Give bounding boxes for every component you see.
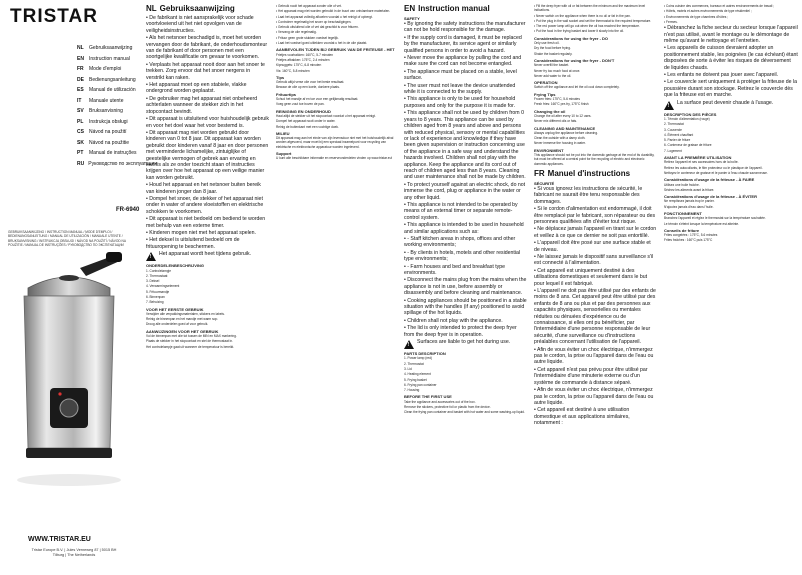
instruction-paragraph: • The user must not leave the device unattended while it is connected to the supply.	[404, 83, 527, 96]
column-nl-continued	[276, 4, 399, 572]
language-code: CS	[77, 129, 84, 135]
section-item: 6. Binnenpan	[146, 295, 165, 299]
website-url[interactable]: WWW.TRISTAR.EU	[28, 536, 91, 543]
warning-block-fr	[664, 100, 798, 110]
section-item: 5. Frituurmandje	[146, 289, 170, 294]
sections-fr	[664, 113, 798, 243]
section-item: Remove the stickers, protective foil or plastic from the device.	[404, 405, 491, 410]
instruction-paragraph: • Dit apparaat mag niet worden gebruikt door kinderen van 0 tot 8 jaar. Dit apparaat kan worden gebruikt door kinderen vanaf 8 jaar en door personen met verminderde lichamelijke, zintuiglijke of geestelijke vermogen of gebrek aan ervaring en kennis als ze onder toezicht staan of instructies krijgen over hoe het apparaat op een veilige manier kan worden gebruikt.	[146, 130, 269, 181]
section-heading: BEFORE THE FIRST USE	[404, 394, 452, 400]
title-text: Manuel d'instructions	[547, 168, 631, 178]
instruction-paragraph: • Coins cuisine des commerces, bureaux et autres environnements de travail ;	[664, 4, 798, 8]
section-item: Vul de binnenpan met olie tot tussen de MIN en MAX markering.	[146, 334, 237, 339]
instruction-paragraph: • If the supply cord is damaged, it must be replaced by the manufacturer, its service agent or similarly qualified persons in order to avoid a hazard.	[404, 35, 527, 54]
section-item: 7. Behuizing	[146, 300, 164, 305]
language-label: Manuale utente	[89, 97, 124, 104]
section-heading: DESCRIPTION DES PIÈCES	[664, 111, 717, 117]
warning-block-nl	[146, 251, 269, 261]
section-heading: PARTS DESCRIPTION	[404, 351, 446, 357]
instruction-paragraph: • Cooking appliances should be positioned in a stable situation with the handles (if any) positioned to avoid spillage of the hot liquids.	[404, 298, 527, 317]
section-item: 6. Conteneur de graisse de friture	[664, 143, 712, 148]
language-entry	[77, 96, 139, 107]
instruction-paragraph: • - Farm houses and bed and breakfast type environments.	[404, 264, 527, 277]
language-strip: GEBRUIKSAANWIJZING / INSTRUCTION MANUAL / MODE D'EMPLOI / BEDIENUNGSANLEITUNG / MANUAL DE UTILIZACIÓN / MANUALE UTENTE / BRUKSANVISNING / INSTRUKCJA OBSŁUGI / NÁVOD NA POUŽITÍ / NÁVOD NA POUŽITIE / MANUAL DE INSTRUÇÕES / РУКОВОДСТВО ПО ЭКСПЛУАТАЦИИ	[8, 230, 126, 248]
section-item: U kunt alle beschikbare informatie en reserveonderdelen vinden op www.tristar.eu!	[276, 156, 393, 161]
section-item: Retirez les autocollants, le film protecteur ou le plastique de l'appareil.	[664, 165, 763, 170]
section-item: Haal altijd de stekker uit het stopcontact voordat u het apparaat reinigt.	[276, 113, 376, 118]
section-item: Verwijder alle verpakkingsmaterialen, stickers en labels.	[146, 311, 225, 316]
instruction-paragraph: • Afin de vous éviter un choc électrique, n'immergez pas le cordon, la prise ou l'appareil dans de l'eau ou autre liquide.	[534, 347, 657, 366]
instruction-paragraph: • L'appareil ne doit pas être utilisé par des enfants de moins de 8 ans. Cet appareil peut être utilisé par des enfants de 8 ans ou plus et par des personnes aux capacités physiques, sensorielles ou mentales réduites ou dénuées d'expérience ou de connaissance, si elles ont pu bénéficier, par l'intermédiaire d'une personne responsable de leur sécurité, d'une surveillance ou d'instructions préalables concernant l'utilisation de l'appareil.	[534, 288, 657, 346]
instruction-paragraph: • The red power lamp will go out when the oil has reached the temperature.	[534, 24, 657, 28]
section-heading: AANWIJZINGEN VOOR HET GEBRUIK	[146, 328, 219, 334]
section-heading: Considerations for using the fryer - DON'T	[534, 57, 615, 63]
section-item: Reinig de binnenpan en het mandje met warm sop.	[146, 317, 219, 322]
language-label: Руководство по эксплуатации	[88, 160, 158, 167]
safety-heading: SAFETY	[404, 16, 420, 21]
instruction-paragraph: • This appliance shall not be used by children from 0 years to 8 years. This appliance can be used by children aged from 8 years and above and persons with reduced physical, sensory or mental capabilities or lack of experience and knowledge if they have been given supervision or instruction concerning use of the appliance in a safe way and understand the hazards involved. Children shall not play with the appliance. Keep the appliance and its cord out of reach of children aged less than 8 years. Cleaning and user maintenance shall not be made by children.	[404, 110, 527, 180]
language-label: Bruksanvisning	[89, 108, 123, 114]
section-item: Bewaar de olie op een koele, donkere plaats.	[276, 85, 340, 90]
language-label: Mode d'emploi	[89, 66, 122, 72]
instruction-paragraph: • Disconnect the mains plug from the mains when the appliance is not in use, before assembly or disassembly and before cleaning and maintenance.	[404, 277, 527, 296]
language-entry	[77, 64, 139, 75]
language-entry	[77, 148, 139, 159]
section-item: Fresh fries: 160°C pre-fry, 175°C finish	[534, 102, 589, 107]
section-title-en	[404, 4, 527, 13]
section-item: Vis: 160°C, 5-8 minuten	[276, 68, 310, 73]
language-code: NL	[77, 45, 84, 51]
section-title-fr	[534, 169, 657, 178]
instruction-paragraph: • Les enfants ne doivent pas jouer avec l'appareil.	[664, 72, 798, 78]
section-item: Shake the basket regularly.	[534, 51, 573, 56]
section-item: 5. Panier de friture	[664, 138, 691, 143]
language-label: Bedienungsanleitung	[89, 76, 136, 83]
safety-instructions-nl	[146, 15, 269, 250]
instruction-paragraph: • Afin de vous éviter un choc électrique, n'immergez pas le cordon, la prise ou l'appareil dans de l'eau ou autre liquide.	[534, 387, 657, 406]
language-label: Instrukcja obsługi	[89, 118, 128, 125]
section-item: Dry the food before frying.	[534, 46, 571, 51]
section-heading: ONDERDELENBESCHRIJVING	[146, 263, 205, 269]
instruction-paragraph: • Houd het apparaat en het netsnoer buiten bereik van kinderen jonger dan 8 jaar.	[146, 182, 269, 195]
instruction-paragraph: • Cet appareil n'est pas prévu pour être utilisé par l'intermédiaire d'une minuterie externe ou d'un système de commande à distance séparé.	[534, 367, 657, 386]
instruction-paragraph: • Als het netsnoer beschadigd is, moet het worden vervangen door de fabrikant, de onderhoudsmonteur van de fabrikant of door personen met een soortgelijke kwalificatie om gevaar te voorkomen.	[146, 35, 269, 61]
language-code: IT	[77, 97, 82, 104]
language-entry	[77, 43, 139, 54]
instruction-paragraph: • Kinderen mogen niet met het apparaat spelen.	[146, 230, 269, 236]
instruction-paragraph: • Verplaats het apparaat nooit door aan het snoer te trekken. Zorg ervoor dat het snoer nergens in verstrikt kan raken.	[146, 62, 269, 81]
section-heading: MILIEU	[276, 130, 290, 136]
warning-triangle-icon	[404, 340, 414, 349]
section-item: 4. Élément chauffant	[664, 132, 694, 137]
instruction-paragraph: • Les appareils de cuisson devraient adopter un positionnement stable, les poignées (le cas échéant) étant disposées de sorte à éviter les risques de déversement de liquides chauds.	[664, 45, 798, 71]
section-item: 5. Frying basket	[404, 377, 427, 382]
language-code: FR	[534, 168, 545, 178]
language-code: ES	[77, 87, 84, 93]
title-text: Gebruiksaanwijzing	[159, 4, 235, 13]
instruction-paragraph: • Si le cordon d'alimentation est endommagé, il doit être remplacé par le fabricant, son réparateur ou des personnes qualifiées afin d'éviter tout risque.	[534, 206, 657, 225]
instruction-paragraph: • - Staff kitchen areas in shops, offices and other working environments;	[404, 236, 527, 249]
usage-notes-en	[534, 4, 657, 34]
instruction-paragraph: • Dompel het snoer, de stekker of het apparaat niet onder in water of andere vloeistoffen en elektrische schokken te voorkomen.	[146, 196, 269, 215]
sections-nl	[146, 264, 269, 349]
column-en	[404, 4, 527, 572]
instruction-paragraph: • L'appareil doit être posé sur une surface stable et de niveau.	[534, 240, 657, 253]
section-item: Clean the outside with a damp cloth.	[534, 136, 586, 141]
section-heading: Frituurtips	[276, 91, 296, 97]
column-fr-continued	[664, 4, 798, 572]
column-en-fr	[534, 4, 657, 572]
section-item: 2. Thermostat	[664, 122, 684, 127]
instruction-paragraph: • Het apparaat mag niet worden gebruikt in de buurt van ontvlambare materialen.	[276, 9, 399, 13]
section-item: 3. Lid	[404, 366, 412, 371]
section-heading: Frying Tips	[534, 91, 556, 97]
instruction-paragraph: • Hôtels, motels et autres environnements de type résidentiel ;	[664, 9, 798, 13]
company-address: Tristar Europe B.V. | Jules Verneweg 87 | 5015 BH Tilburg | The Netherlands	[31, 548, 117, 557]
warning-text: La surface peut devenir chaude à l'usage.	[677, 99, 774, 106]
instruction-paragraph: • This appliance is not intended to be operated by means of an external timer or separate remote-control system.	[404, 202, 527, 221]
section-item: 1. Controlelampje	[146, 268, 171, 273]
language-label: Návod na použití	[89, 129, 127, 135]
section-item: Frites congelées : 175°C, 5-6 minutes	[664, 233, 718, 238]
section-item: Never immerse the housing in water.	[534, 141, 586, 146]
section-item: Schud het mandje af en toe voor een gelijkmatig resultaat.	[276, 97, 359, 102]
section-item: 1. Power lamp (red)	[404, 356, 432, 361]
language-code: EN	[404, 4, 416, 13]
section-item: Séchez les aliments avant la friture.	[664, 187, 715, 192]
instruction-paragraph: • Controleer regelmatig het snoer op beschadigingen.	[276, 20, 399, 24]
language-entry	[77, 54, 139, 65]
safety-instructions-fr	[534, 186, 657, 427]
section-title-nl	[146, 4, 269, 13]
section-heading: Considerations for using the fryer - DO	[534, 35, 609, 41]
safety-heading-fr: SÉCURITÉ	[534, 180, 555, 186]
sections-nl-2	[276, 48, 399, 160]
warning-text: Surfaces are liable to get hot during use.	[417, 339, 511, 346]
instruction-paragraph: • Put the plug in the wall socket and set the thermostat to the required temperature.	[534, 19, 657, 23]
instruction-paragraph: • Children shall not play with the appliance.	[404, 318, 527, 324]
section-item: Droog alle onderdelen goed af voor gebruik.	[146, 322, 209, 327]
language-code: EN	[77, 55, 84, 62]
section-heading: AANBEVOLEN TIJDEN BIJ GEBRUIK VAN DE FRITEUSE - HET	[276, 47, 395, 53]
instruction-paragraph: • Laat het apparaat volledig afkoelen voordat u het reinigt of opbergt.	[276, 15, 399, 19]
title-text: Instruction manual	[418, 4, 490, 13]
language-label: Gebruiksaanwijzing	[89, 45, 133, 51]
section-heading: REINIGING EN ONDERHOUD	[276, 108, 331, 114]
section-heading: Considérations d'usage de la friteuse - À FAIRE	[664, 177, 755, 183]
language-label: Instruction manual	[89, 55, 130, 62]
model-number: FR-6940	[116, 207, 140, 213]
instruction-paragraph: • Laat het voedsel goed uitlekken voordat u het in de olie plaatst.	[276, 41, 399, 45]
instruction-paragraph: • Het apparaat moet op een stabiele, vlakke ondergrond worden geplaatst.	[146, 82, 269, 95]
section-item: 2. Thermostat	[404, 361, 424, 366]
warning-triangle-icon	[146, 252, 156, 261]
sections-en	[404, 352, 527, 415]
instruction-paragraph: • Ne laissez jamais le dispositif sans surveillance s'il est connecté à l'alimentation.	[534, 254, 657, 267]
instruction-paragraph: • Cet appareil est uniquement destiné à des utilisations domestiques et seulement dans le but pour lequel il est fabriqué.	[534, 268, 657, 287]
section-heading: CLEANING AND MAINTENANCE	[534, 125, 596, 131]
section-item: 2. Thermostaat	[146, 273, 168, 278]
instruction-paragraph: • Dit apparaat is niet bedoeld om bediend te worden met behulp van een externe timer.	[146, 216, 269, 229]
warning-triangle-icon	[664, 101, 674, 110]
warning-block-en	[404, 339, 527, 349]
section-heading: Support	[276, 151, 292, 157]
language-code: SK	[77, 139, 84, 146]
section-item: Frites fraîches : 160°C puis 175°C	[664, 238, 713, 243]
section-item: Le témoin s'éteint lorsque la température est atteinte.	[664, 221, 740, 226]
section-heading: ENVIRONMENT	[534, 147, 564, 153]
language-label: Manual de utilización	[89, 87, 136, 93]
usage-notes-fr	[664, 4, 798, 24]
language-code: PT	[77, 150, 84, 156]
language-entry	[77, 138, 139, 149]
section-item: 6. Frying pan container	[404, 382, 437, 387]
language-code: SV	[77, 108, 84, 114]
section-item: Utilisez une huile fraîche.	[664, 182, 700, 187]
section-item: Only use fresh oil.	[534, 41, 560, 46]
instruction-paragraph: • Fill the deep fryer with oil or fat between the minimum and the maximum level indications.	[534, 4, 657, 13]
section-item: Frietjes afbakken: 175°C, 2-4 minuten	[276, 57, 330, 62]
instruction-paragraph: • - By clients in hotels, motels and other residential type environments;	[404, 250, 527, 263]
section-item: Dompel het apparaat nooit onder in water.	[276, 119, 336, 124]
section-item: Dit apparaat mag aan het einde van zijn levensduur niet met het huishoudelijk afval worden afgevoerd, maar moet bij een speciaal inzamelpunt voor recycling van elektrische en elektronische apparatuur worden ingeleverd.	[276, 136, 394, 149]
section-item: Frietjes voorbakken: 160°C, 5-7 minuten	[276, 52, 334, 57]
section-item: This appliance should not be put into the domestic garbage at the end of its durability, but must be offered at a central point for the recycling of electric and electronic domestic appliances.	[534, 153, 655, 166]
instruction-paragraph: • Frituur geen grote stukken voedsel tegelijk.	[276, 36, 399, 40]
section-heading: Conseils de friture	[664, 227, 700, 233]
section-item: Voeg geen zout toe boven de pan.	[276, 102, 325, 107]
section-item: 3. Deksel	[146, 279, 160, 284]
section-heading: AVANT LA PREMIÈRE UTILISATION	[664, 155, 732, 161]
section-item: Gebruik altijd verse olie voor het beste resultaat.	[276, 80, 345, 85]
instruction-paragraph: • Gebruik uitsluitend olie of vet dat geschikt is voor frituren.	[276, 25, 399, 29]
instruction-paragraph: • Cet appareil est destiné à une utilisation domestique et aux applications similaires, notamment :	[534, 407, 657, 426]
section-heading: Tips	[276, 74, 285, 80]
section-item: Kipnuggets: 175°C, 6-8 minuten	[276, 63, 322, 68]
instruction-paragraph: • Ne déplacez jamais l'appareil en tirant sur le cordon et veillez à ce que ce dernier ne soit pas entortillé.	[534, 226, 657, 239]
section-item: Retirez l'appareil et ses accessoires hors de la boîte.	[664, 160, 739, 165]
section-item: Plaats de stekker in het stopcontact en stel de thermostaat in.	[146, 339, 233, 344]
section-heading: FONCTIONNEMENT	[664, 211, 702, 216]
instruction-paragraph: • Dit apparaat is uitsluitend voor huishoudelijk gebruik en voor het doel waar het voor bestemd is.	[146, 116, 269, 129]
language-label: Manual de instruções	[89, 150, 137, 156]
section-item: Branchez l'appareil et réglez le thermostat sur la température souhaitée.	[664, 216, 766, 221]
instruction-paragraph: • Put the food in the frying basket and lower it slowly into the oil.	[534, 29, 657, 33]
instruction-paragraph: • To protect yourself against an electric shock, do not immerse the cord, plug or appliance in the water or any other liquid.	[404, 182, 527, 201]
section-item: Clean the frying pan container and basket with hot water and some washing-up liquid.	[404, 410, 525, 415]
section-item: 3. Couvercle	[664, 127, 682, 132]
section-item: Het controlelampje gaat uit wanneer de temperatuur is bereikt.	[146, 344, 235, 349]
section-heading: Considérations d'usage de la friteuse - À ÉVITER	[664, 194, 757, 200]
section-item: Switch off the appliance and let the oil cool down completely.	[534, 85, 620, 90]
safety-instructions-fr-2	[664, 25, 798, 98]
section-item: Take the appliance and accessories out of the box.	[404, 399, 476, 404]
section-item: Frozen fries: 175°C, 5-6 minutes	[534, 97, 580, 102]
instruction-paragraph: • Fermes.	[664, 20, 798, 24]
language-entry	[77, 85, 139, 96]
language-code: NL	[146, 4, 157, 13]
instruction-paragraph: • This appliance is intended to be used in household and similar applications such as:	[404, 222, 527, 235]
instruction-paragraph: • Gebruik nooit het apparaat zonder olie of vet.	[276, 4, 399, 8]
instruction-paragraph: • The lid is only intended to protect the deep fryer from the deep fryer is in operation.	[404, 325, 527, 338]
section-heading: VOOR HET EERSTE GEBRUIK	[146, 306, 204, 312]
instruction-paragraph: • Débranchez la fiche secteur du secteur lorsque l'appareil n'est pas utilisé, avant le montage ou le démontage de même qu'avant le nettoyage et l'entretien.	[664, 25, 798, 44]
language-code: RU	[77, 160, 85, 167]
section-item: Ne remplissez jamais trop le panier.	[664, 199, 715, 204]
instruction-paragraph: • Vervang de olie regelmatig.	[276, 30, 399, 34]
instruction-paragraph: • De fabrikant is niet aansprakelijk voor schade voortvloeiend uit het niet opvolgen van de veiligheidsinstructies.	[146, 15, 269, 34]
section-item: Never mix different oils or fats.	[534, 119, 577, 124]
instruction-paragraph: • Environnements de type chambres d'hôtes ;	[664, 15, 798, 19]
section-item: Always unplug the appliance before cleaning.	[534, 130, 598, 135]
language-entry	[77, 159, 158, 170]
section-item: Reinig de buitenkant met een vochtige doek.	[276, 124, 339, 129]
section-item: Change the oil after every 10 to 12 uses.	[534, 113, 592, 118]
instruction-paragraph: • Si vous ignorez les instructions de sécurité, le fabricant ne saurait être tenu responsable des dommages.	[534, 186, 657, 205]
sections-en-2	[534, 37, 657, 166]
warning-text: Het apparaat wordt heet tijdens gebruik.	[159, 251, 251, 258]
language-code: DE	[77, 76, 84, 83]
section-item: N'ajoutez jamais d'eau dans l'huile.	[664, 204, 714, 209]
language-label: Návod na použitie	[89, 139, 130, 146]
language-entry	[77, 117, 139, 128]
section-item: 7. Logement	[664, 148, 682, 153]
language-index	[77, 43, 158, 169]
section-item: Never fry too much food at once.	[534, 68, 581, 73]
instruction-paragraph: • This appliance is only to be used for household purposes and only for the purpose it is made for.	[404, 96, 527, 109]
section-item: 1. Témoin d'alimentation (rouge)	[664, 116, 710, 121]
section-item: 4. Heating element	[404, 372, 431, 377]
instruction-paragraph: • De gebruiker mag het apparaat niet onbeheerd achterlaten wanneer de stekker zich in het stopcontact bevindt.	[146, 96, 269, 115]
section-item: Nettoyez le conteneur de graisse et le panier à l'eau chaude savonneuse.	[664, 170, 768, 175]
column-nl	[146, 4, 269, 572]
language-entry	[77, 106, 139, 117]
language-code: PL	[77, 118, 84, 125]
instruction-paragraph: • Never switch on the appliance when there is no oil or fat in the pan.	[534, 14, 657, 18]
section-item: 4. Verwarmingselement	[146, 284, 180, 289]
safety-instructions-en	[404, 21, 527, 338]
deep-fryer-product-image	[10, 248, 128, 493]
instruction-paragraph: • By ignoring the safety instructions the manufacturer can not be hold responsible for the damage.	[404, 21, 527, 34]
brand-logo: TRISTAR	[10, 6, 98, 27]
language-code: FR	[77, 66, 84, 72]
language-entry	[77, 75, 139, 86]
language-entry	[77, 127, 139, 138]
instruction-paragraph: • Le couvercle sert uniquement à protéger la friteuse de la poussière durant son stockage. Retirez le couvercle dès que la friteuse est en marche.	[664, 79, 798, 98]
instruction-paragraph: • Het deksel is uitsluitend bedoeld om de frituuropening te beschermen.	[146, 237, 269, 250]
section-heading: Changing the oil	[534, 108, 566, 114]
instruction-paragraph: • Never move the appliance by pulling the cord and make sure the cord can not become entangled.	[404, 55, 527, 68]
usage-notes-nl	[276, 4, 399, 45]
section-item: Never overfill the basket.	[534, 63, 570, 68]
section-heading: OPERATION	[534, 80, 558, 86]
section-item: Never add water to the oil.	[534, 73, 572, 78]
instruction-paragraph: • The appliance must be placed on a stable, level surface.	[404, 69, 527, 82]
section-item: 7. Housing	[404, 388, 420, 393]
